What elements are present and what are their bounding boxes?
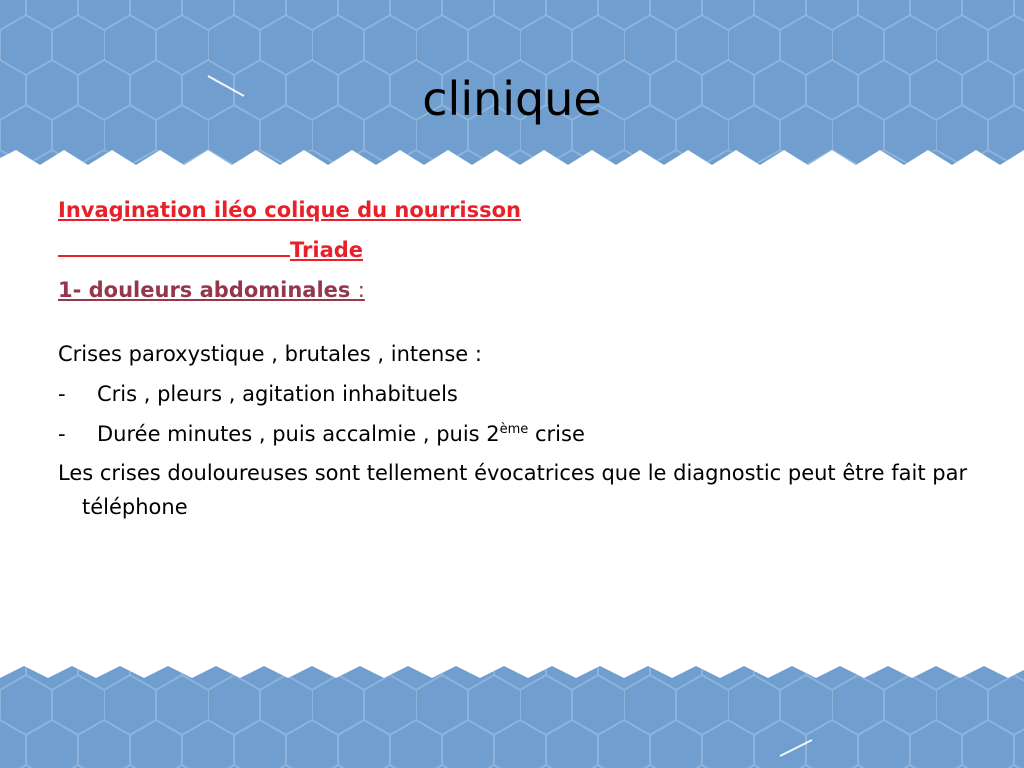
- section-heading: [58, 270, 978, 310]
- bullet-text-before: Durée minutes , puis accalmie , puis 2: [97, 422, 500, 446]
- spacer: [58, 310, 978, 334]
- bottom-hexagon-band: [0, 660, 1024, 768]
- bullet-text: Cris , pleurs , agitation inhabituels: [97, 382, 458, 406]
- bullet-text-after: crise: [528, 422, 585, 446]
- triade-line: [58, 230, 978, 270]
- intro-text: Crises paroxystique , brutales , intense :: [58, 342, 482, 366]
- bullet-item-cris: [58, 374, 978, 414]
- section-label: 1- douleurs abdominales: [58, 278, 358, 302]
- bullet-superscript: ème: [499, 422, 529, 437]
- triade-label: Triade: [290, 238, 364, 262]
- bullet-dash: -: [58, 422, 66, 446]
- bullet-item-duree: [58, 414, 978, 454]
- heading-invagination: Invagination iléo colique du nourrisson: [58, 198, 521, 222]
- slide-content: [58, 190, 978, 524]
- bullet-text: [97, 414, 585, 454]
- triade-underline-pad: [58, 236, 290, 257]
- diagnostic-paragraph: Les crises douloureuses sont tellement évocatrices que le diagnostic peut être fait par téléphone: [58, 461, 968, 519]
- section-colon: :: [357, 278, 365, 302]
- bullet-dash: -: [58, 382, 66, 406]
- hexagon-pattern-bottom: [0, 660, 1024, 768]
- slide-title: clinique: [422, 72, 602, 126]
